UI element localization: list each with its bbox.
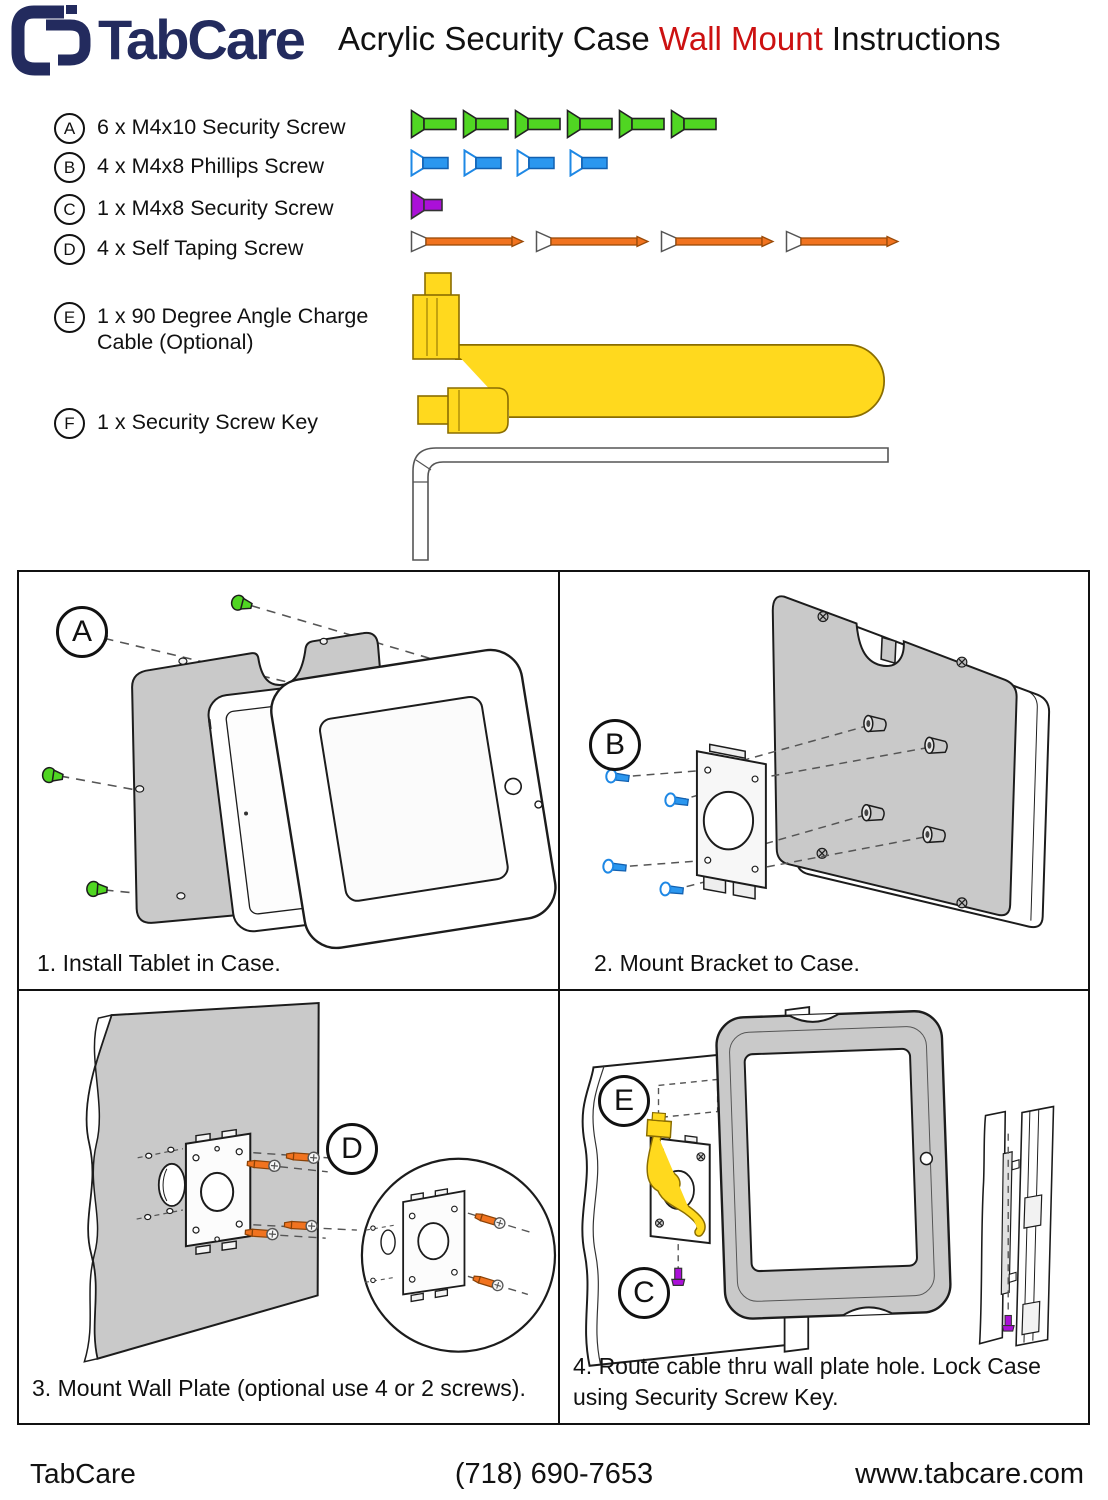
part-badge-b: B xyxy=(54,152,85,183)
step-4-panel xyxy=(560,991,1088,1423)
step-4-caption: 4. Route cable thru wall plate hole. Lock Case using Security Screw Key. xyxy=(573,1353,1041,1410)
self-tapping-screw-icon xyxy=(410,230,525,253)
step-4-part-badge-screw: C xyxy=(618,1267,670,1319)
part-label-c: 1 x M4x8 Security Screw xyxy=(97,196,334,220)
instruction-steps-grid xyxy=(17,570,1090,1425)
step-1-caption: 1. Install Tablet in Case. xyxy=(37,950,281,976)
part-label-b: 4 x M4x8 Phillips Screw xyxy=(97,154,325,178)
part-badge-f: F xyxy=(54,408,85,439)
step-2-caption: 2. Mount Bracket to Case. xyxy=(594,950,860,976)
brand-logo xyxy=(8,4,304,76)
part-badge-c: C xyxy=(54,194,85,225)
screw-icon xyxy=(410,190,444,220)
step-3-caption: 3. Mount Wall Plate (optional use 4 or 2 screws). xyxy=(32,1375,526,1401)
part-icons-d xyxy=(410,230,910,253)
self-tapping-screw-icon xyxy=(660,230,775,253)
page-title: Acrylic Security Case Wall Mount Instructions xyxy=(338,20,1001,57)
screw-icon xyxy=(514,109,562,139)
phillips-screw-icon xyxy=(463,149,505,177)
phillips-screw-icon xyxy=(516,149,558,177)
two-screw-detail-view xyxy=(362,1159,555,1352)
part-badge-d: D xyxy=(54,234,85,265)
step-1-panel xyxy=(19,572,560,991)
part-label-e: 1 x 90 Degree Angle Charge Cable (Optional) xyxy=(97,304,369,354)
case-front-frame xyxy=(267,645,558,952)
step-2-part-badge: B xyxy=(589,719,641,771)
screw-icon xyxy=(462,109,510,139)
self-tapping-screw-icon xyxy=(785,230,900,253)
step-2-panel xyxy=(560,572,1088,991)
part-label-d: 4 x Self Taping Screw xyxy=(97,236,304,260)
case-front xyxy=(716,1010,952,1319)
part-label-a: 6 x M4x10 Security Screw xyxy=(97,115,346,139)
tabcare-logo-icon xyxy=(8,4,98,76)
title-highlight: Wall Mount xyxy=(658,20,823,57)
part-icons-b xyxy=(410,149,622,177)
brand-name: TabCare xyxy=(98,8,304,71)
self-tapping-screw-icon xyxy=(535,230,650,253)
phillips-screw-icon xyxy=(410,149,452,177)
footer-brand: TabCare xyxy=(30,1458,136,1489)
step-1-part-badge: A xyxy=(56,606,108,658)
wall-plate xyxy=(186,1130,250,1255)
part-icons-c xyxy=(410,190,448,220)
mounting-bracket xyxy=(697,744,766,899)
phillips-screws-blue xyxy=(603,769,689,897)
footer-website: www.tabcare.com xyxy=(855,1458,1084,1490)
step-3-part-badge: D xyxy=(326,1123,378,1175)
screw-icon xyxy=(670,109,718,139)
step-4-part-badge-cable: E xyxy=(598,1075,650,1127)
footer-phone: (718) 690-7653 xyxy=(454,1458,654,1490)
step-3-illustration xyxy=(19,991,558,1423)
part-icons-a xyxy=(410,109,722,139)
step-2-illustration xyxy=(560,572,1088,989)
part-badge-a: A xyxy=(54,113,85,144)
phillips-screw-icon xyxy=(569,149,611,177)
side-profile-view xyxy=(980,1107,1054,1346)
screw-icon xyxy=(618,109,666,139)
part-badge-e: E xyxy=(54,302,85,333)
screw-icon xyxy=(566,109,614,139)
angle-charge-cable-icon xyxy=(405,270,910,442)
part-label-f: 1 x Security Screw Key xyxy=(97,410,319,434)
screw-icon xyxy=(410,109,458,139)
security-screw-key-icon xyxy=(400,440,900,565)
step-3-panel xyxy=(19,991,560,1423)
